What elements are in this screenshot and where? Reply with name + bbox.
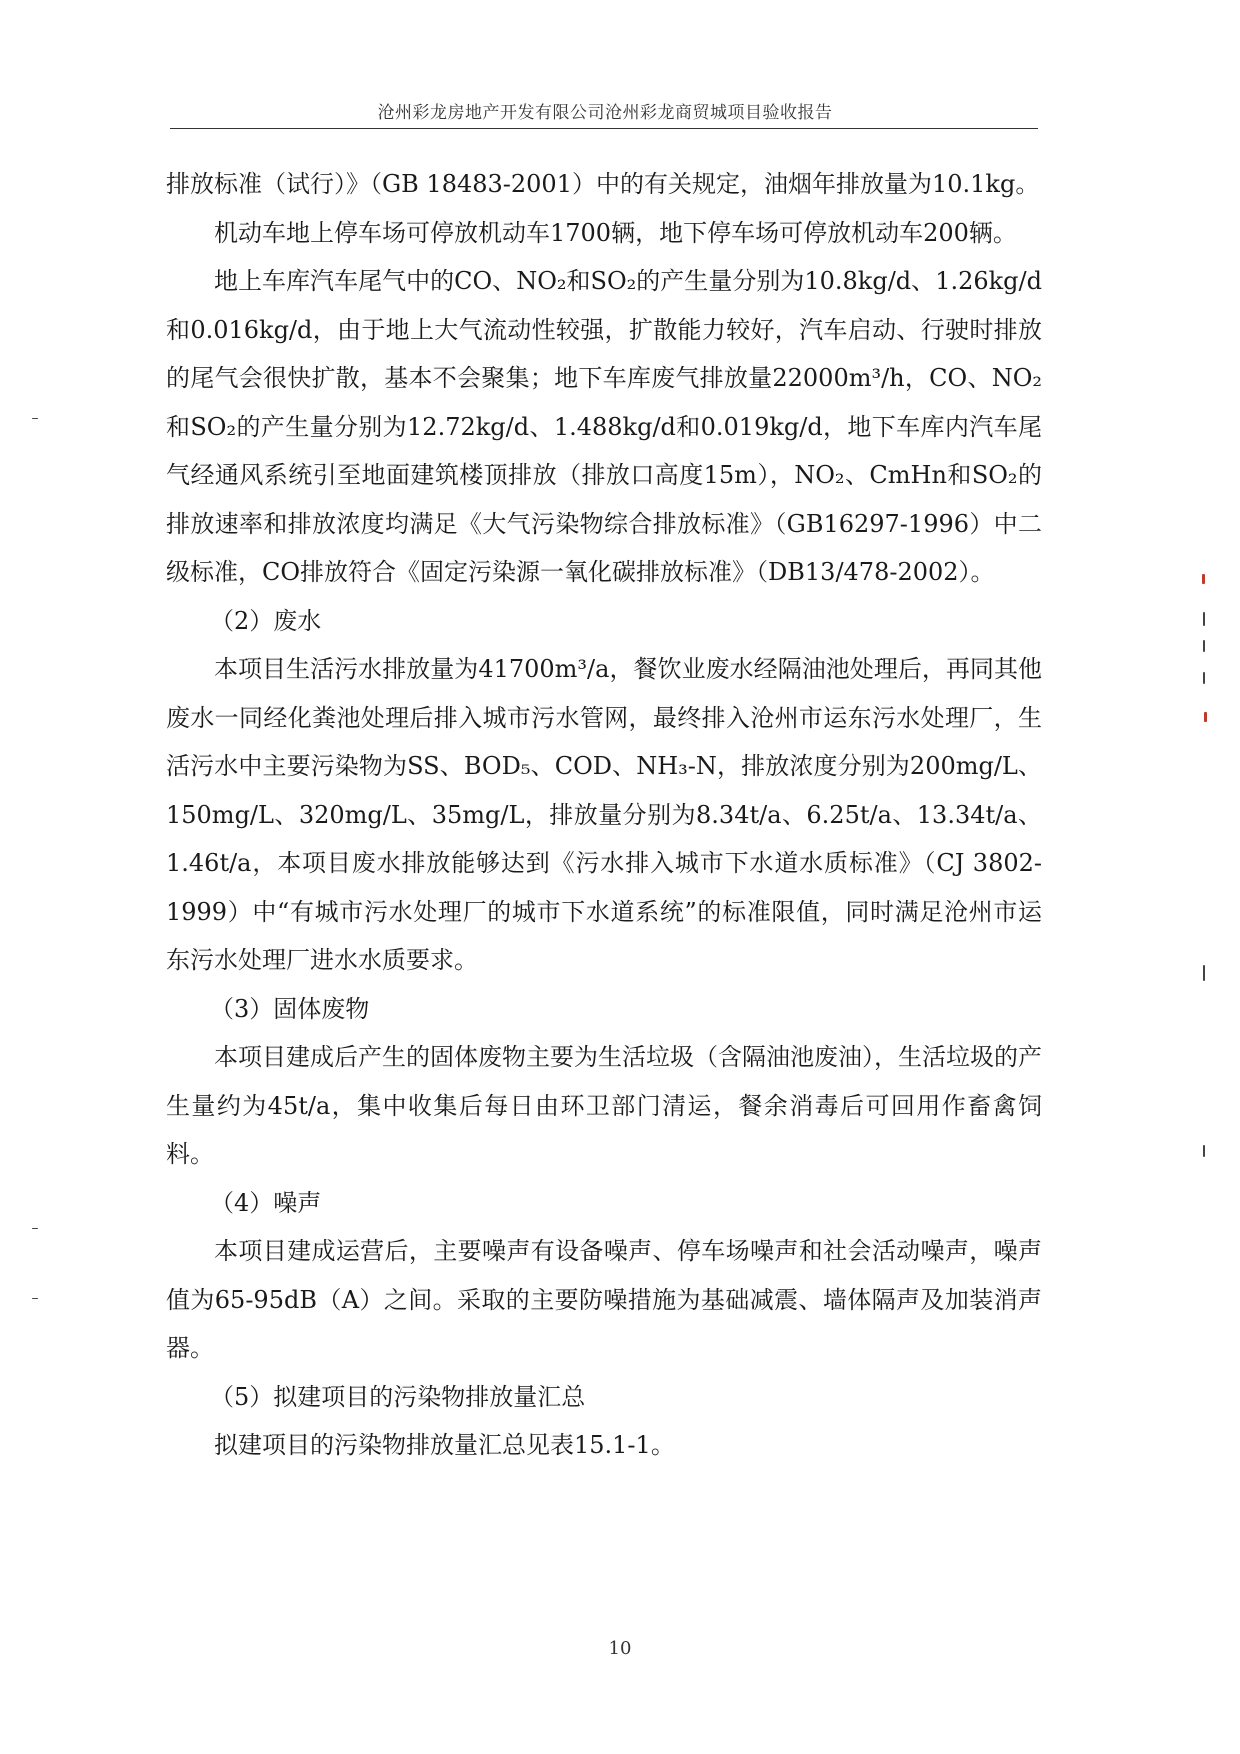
paragraph: 机动车地上停车场可停放机动车1700辆，地下停车场可停放机动车200辆。	[214, 218, 1017, 247]
scan-mark	[1203, 1145, 1205, 1157]
section-heading-wastewater: （2）废水	[210, 606, 322, 635]
paragraph: 本项目生活污水排放量为41700m³/a，餐饮业废水经隔油池处理后，再同其他废水一同经化粪池处理后排入城市污水管网，最终排入沧州市运东污水处理厂，生活污水中主要污染物为SS、BOD₅、COD、NH₃-N，排放浓度分别为200mg/L、150mg/L、320mg/L、35mg/L，排放量分别为8.34t/a、6.25t/a、13.34t/a、1.46t/a，本项目废水排放能够达到《污水排入城市下水道水质标准》（CJ 3802-1999）中“有城市污水处理厂的城市下水道系统”的标准限值，同时满足沧州市运东污水处理厂进水水质要求。	[166, 655, 1042, 974]
paragraph: 本项目建成运营后，主要噪声有设备噪声、停车场噪声和社会活动噪声，噪声值为65-95dB（A）之间。采取的主要防噪措施为基础减震、墙体隔声及加装消声器。	[166, 1237, 1042, 1362]
document-body	[166, 160, 1042, 1470]
section-heading-summary: （5）拟建项目的污染物排放量汇总	[210, 1382, 586, 1411]
paragraph: 本项目建成后产生的固体废物主要为生活垃圾（含隔油池废油），生活垃圾的产生量约为45t/a，集中收集后每日由环卫部门清运，餐余消毒后可回用作畜禽饲料。	[166, 1043, 1042, 1168]
scan-mark	[1203, 640, 1205, 652]
paragraph: 排放标准（试行）》（GB 18483-2001）中的有关规定，油烟年排放量为10.1kg。	[166, 170, 1040, 198]
scan-mark	[1203, 965, 1205, 981]
page-header: 沧州彩龙房地产开发有限公司沧州彩龙商贸城项目验收报告	[377, 103, 833, 123]
section-heading-solid-waste: （3）固体废物	[210, 994, 370, 1023]
paragraph: 地上车库汽车尾气中的CO、NO₂和SO₂的产生量分别为10.8kg/d、1.26kg/d和0.016kg/d，由于地上大气流动性较强，扩散能力较好，汽车启动、行驶时排放的尾气会很快扩散，基本不会聚集；地下车库废气排放量22000m³/h，CO、NO₂和SO₂的产生量分别为12.72kg/d、1.488kg/d和0.019kg/d，地下车库内汽车尾气经通风系统引至地面建筑楼顶排放（排放口高度15m），NO₂、CmHn和SO₂的排放速率和排放浓度均满足《大气污染物综合排放标准》（GB16297-1996）中二级标准，CO排放符合《固定污染源一氧化碳排放标准》（DB13/478-2002）。	[166, 267, 1042, 586]
section-heading-noise: （4）噪声	[210, 1188, 322, 1217]
scan-mark	[32, 1298, 38, 1299]
page-number: 10	[608, 1638, 632, 1659]
scan-mark	[1203, 612, 1205, 626]
scan-mark	[1203, 672, 1205, 684]
scan-mark	[1204, 712, 1207, 722]
paragraph: 拟建项目的污染物排放量汇总见表15.1-1。	[214, 1431, 675, 1459]
header-rule	[170, 128, 1038, 129]
scan-mark	[1202, 574, 1205, 584]
scan-mark	[32, 418, 38, 419]
scan-mark	[32, 1228, 38, 1229]
